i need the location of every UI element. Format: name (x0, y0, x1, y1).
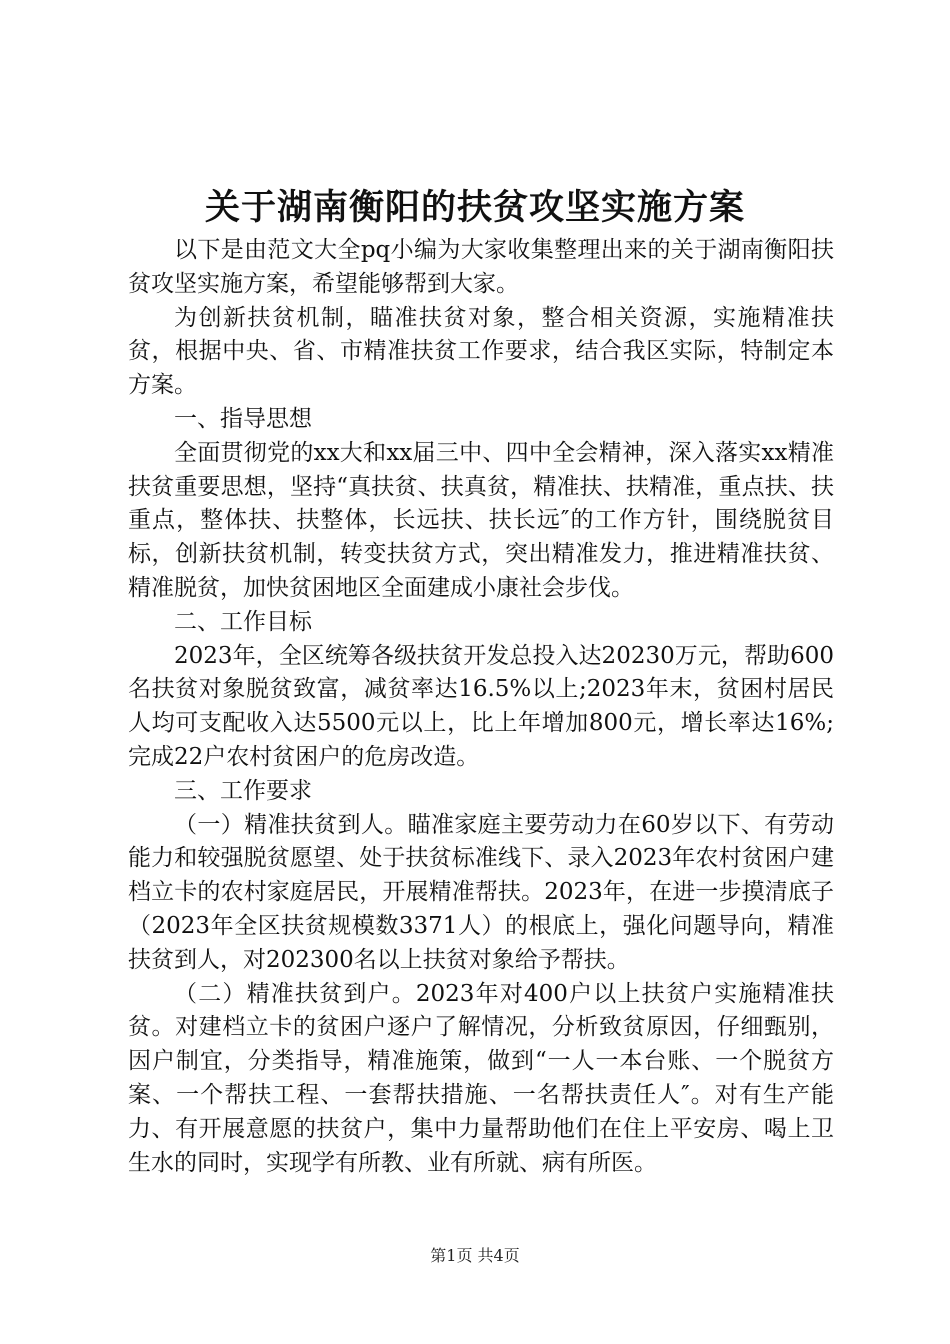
requirement-1-paragraph: （一）精准扶贫到人。瞄准家庭主要劳动力在60岁以下、有劳动能力和较强脱贫愿望、处于扶贫标准线下、录入2023年农村贫困户建档立卡的农村家庭居民，开展精准帮扶。2023年，在进一步摸清底子（2023年全区扶贫规模数3371人）的根底上，强化问题导向，精准扶贫到人，对202300名以上扶贫对象给予帮扶。 (128, 811, 834, 973)
section-heading-work-goals: 二、工作目标 (174, 608, 312, 635)
section-heading-work-requirements: 三、工作要求 (174, 777, 312, 804)
guiding-ideology-paragraph: 全面贯彻党的xx大和xx届三中、四中全会精神，深入落实xx精准扶贫重要思想，坚持“真扶贫、扶真贫，精准扶、扶精准，重点扶、扶重点，整体扶、扶整体，长远扶、扶长远″的工作方针，围绕脱贫目标，创新扶贫机制，转变扶贫方式，突出精准发力，推进精准扶贫、精准脱贫，加快贫困地区全面建成小康社会步伐。 (128, 439, 834, 601)
purpose-paragraph: 为创新扶贫机制，瞄准扶贫对象，整合相关资源，实施精准扶贫，根据中央、省、市精准扶贫工作要求，结合我区实际，特制定本方案。 (128, 304, 834, 399)
document-body (128, 234, 834, 1180)
work-goals-paragraph: 2023年，全区统筹各级扶贫开发总投入达20230万元，帮助600名扶贫对象脱贫致富，减贫率达16.5%以上;2023年末，贫困村居民人均可支配收入达5500元以上，比上年增加800元，增长率达16%;完成22户农村贫困户的危房改造。 (128, 642, 834, 770)
document-title: 关于湖南衡阳的扶贫攻坚实施方案 (204, 187, 745, 228)
section-heading-guiding-ideology: 一、指导思想 (174, 405, 312, 432)
requirement-2-paragraph: （二）精准扶贫到户。2023年对400户以上扶贫户实施精准扶贫。对建档立卡的贫困户逐户了解情况，分析致贫原因，仔细甄别，因户制宜，分类指导，精准施策，做到“一人一本台账、一个脱贫方案、一个帮扶工程、一套帮扶措施、一名帮扶责任人″。对有生产能力、有开展意愿的扶贫户，集中力量帮助他们在住上平安房、喝上卫生水的同时，实现学有所教、业有所就、病有所医。 (128, 980, 834, 1176)
page-footer: 第1页 共4页 (430, 1246, 520, 1265)
intro-paragraph: 以下是由范文大全pq小编为大家收集整理出来的关于湖南衡阳扶贫攻坚实施方案，希望能够帮到大家。 (128, 237, 834, 297)
